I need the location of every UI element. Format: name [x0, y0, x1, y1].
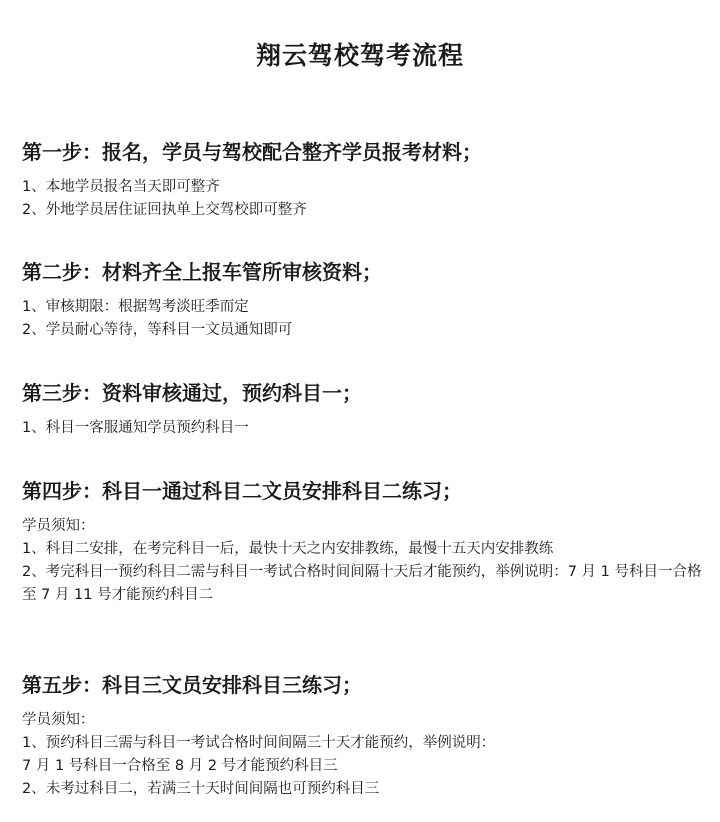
step-5-heading: 第五步：科目三文员安排科目三练习； — [22, 673, 362, 697]
step-4-notice-label: 学员须知： — [22, 518, 95, 534]
step-2-heading: 第二步：材料齐全上报车管所审核资料； — [22, 260, 382, 284]
step-5 — [22, 671, 702, 801]
document-title: 翔云驾校驾考流程 — [255, 41, 464, 70]
step-5-body — [22, 709, 702, 801]
step-4 — [22, 477, 702, 607]
step-5-line-1: 1、预约科目三需与科目一考试合格时间间隔三十天才能预约，举例说明： — [22, 735, 496, 751]
step-2-body — [22, 296, 702, 342]
step-1-line-1: 1、本地学员报名当天即可整齐 — [22, 179, 220, 195]
step-5-line-2: 2、未考过科目二，若满三十天时间间隔也可预约科目三 — [22, 781, 380, 797]
step-1-body — [22, 176, 702, 222]
step-3-line-1: 1、科目一客服通知学员预约科目一 — [22, 420, 249, 436]
step-1-heading: 第一步：报名，学员与驾校配合整齐学员报考材料； — [22, 140, 482, 164]
step-2 — [22, 258, 702, 342]
step-4-line-2: 2、考完科目一预约科目二需与科目一考试合格时间间隔十天后才能预约，举例说明：7 月 1 号科目一合格至 7 月 11 号才能预约科目二 — [22, 564, 702, 603]
step-3 — [22, 379, 702, 440]
step-1-line-2: 2、外地学员居住证回执单上交驾校即可整齐 — [22, 202, 307, 218]
step-2-line-2: 2、学员耐心等待，等科目一文员通知即可 — [22, 322, 293, 338]
step-2-line-1: 1、审核期限：根据驾考淡旺季而定 — [22, 299, 249, 315]
step-5-line-1-example: 7 月 1 号科目一合格至 8 月 2 号才能预约科目三 — [22, 758, 338, 774]
step-4-heading: 第四步：科目一通过科目二文员安排科目二练习； — [22, 479, 462, 503]
step-1 — [22, 138, 702, 222]
step-3-heading: 第三步：资料审核通过，预约科目一； — [22, 381, 362, 405]
step-4-line-1: 1、科目二安排，在考完科目一后，最快十天之内安排教练，最慢十五天内安排教练 — [22, 541, 554, 557]
step-5-notice-label: 学员须知： — [22, 712, 95, 728]
step-3-body — [22, 417, 702, 440]
step-4-body — [22, 515, 702, 607]
